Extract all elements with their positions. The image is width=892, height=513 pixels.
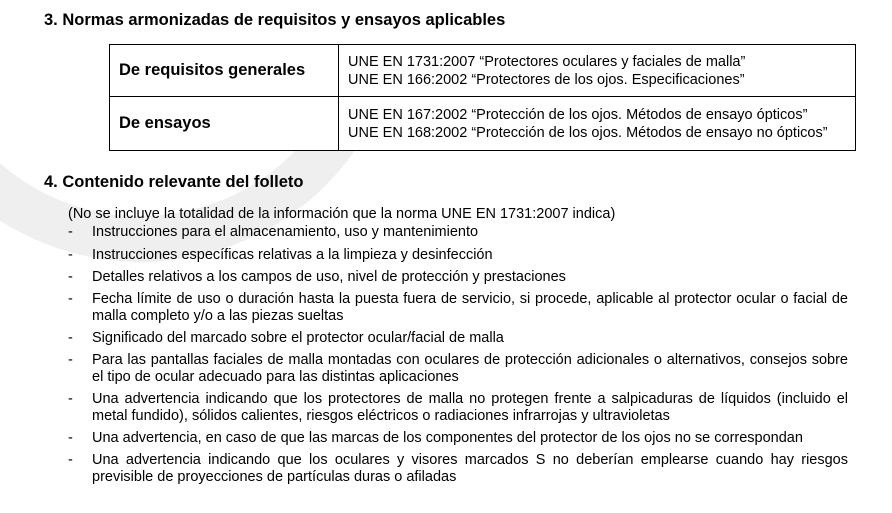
section-4-heading: 4. Contenido relevante del folleto xyxy=(44,173,304,191)
list-item xyxy=(68,430,848,447)
list-item-text: Significado del marcado sobre el protector ocular/facial de malla xyxy=(92,330,504,346)
list-item-text: Una advertencia indicando que los protectores de malla no protegen frente a salpicaduras de líquidos (incluido el metal fundido), sólidos calientes, riesgos eléctricos o radiaciones infrarrojas y ultravioletas xyxy=(92,391,848,424)
harmonized-standards-table xyxy=(109,44,856,151)
list-item-text: Instrucciones para el almacenamiento, uso y mantenimiento xyxy=(92,224,479,240)
standard-une-en-166: UNE EN 166:2002 “Protectores de los ojos. Especificaciones” xyxy=(348,72,745,88)
dash-bullet-icon: - xyxy=(68,291,73,307)
list-item-text: Detalles relativos a los campos de uso, nivel de protección y prestaciones xyxy=(92,269,566,285)
dash-bullet-icon: - xyxy=(68,391,73,407)
row-values-tests xyxy=(339,97,856,151)
dash-bullet-icon: - xyxy=(68,452,73,468)
section-3-heading: 3. Normas armonizadas de requisitos y ensayos aplicables xyxy=(44,11,506,29)
list-item-text: Una advertencia, en caso de que las marcas de los componentes del protector de los ojos no se correspondan xyxy=(92,430,803,446)
standard-une-en-167: UNE EN 167:2002 “Protección de los ojos. Métodos de ensayo ópticos” xyxy=(348,107,808,123)
dash-bullet-icon: - xyxy=(68,247,73,263)
list-item xyxy=(68,291,848,325)
dash-bullet-icon: - xyxy=(68,430,73,446)
list-item-text: Una advertencia indicando que los oculares y visores marcados S no deberían emplearse cuando hay riesgos previsible de proyecciones de partículas duras o afiladas xyxy=(92,452,848,485)
list-item xyxy=(68,352,848,386)
list-item xyxy=(68,269,848,286)
row-label-tests: De ensayos xyxy=(110,97,339,151)
list-item xyxy=(68,391,848,425)
dash-bullet-icon: - xyxy=(68,269,73,285)
section-4-note: (No se incluye la totalidad de la información que la norma UNE EN 1731:2007 indica) xyxy=(68,206,616,222)
row-values-general-requirements xyxy=(339,45,856,97)
list-item xyxy=(68,247,848,264)
list-item-text: Fecha límite de uso o duración hasta la puesta fuera de servicio, si procede, aplicable al protector ocular o facial de malla completo y/o a las piezas sueltas xyxy=(92,291,848,324)
list-item-text: Instrucciones específicas relativas a la limpieza y desinfección xyxy=(92,247,493,263)
row-label-general-requirements: De requisitos generales xyxy=(110,45,339,97)
dash-bullet-icon: - xyxy=(68,224,73,240)
list-item xyxy=(68,224,848,241)
dash-bullet-icon: - xyxy=(68,352,73,368)
list-item xyxy=(68,452,848,486)
brochure-content-list xyxy=(68,224,848,491)
table-row-general-requirements xyxy=(110,45,856,97)
dash-bullet-icon: - xyxy=(68,330,73,346)
list-item-text: Para las pantallas faciales de malla montadas con oculares de protección adicionales o alternativos, consejos sobre el tipo de ocular adecuado para las distintas aplicaciones xyxy=(92,352,848,385)
standard-une-en-168: UNE EN 168:2002 “Protección de los ojos. Métodos de ensayo no ópticos” xyxy=(348,125,828,141)
list-item xyxy=(68,330,848,347)
table-row-tests xyxy=(110,97,856,151)
standard-une-en-1731: UNE EN 1731:2007 “Protectores oculares y faciales de malla” xyxy=(348,54,746,70)
